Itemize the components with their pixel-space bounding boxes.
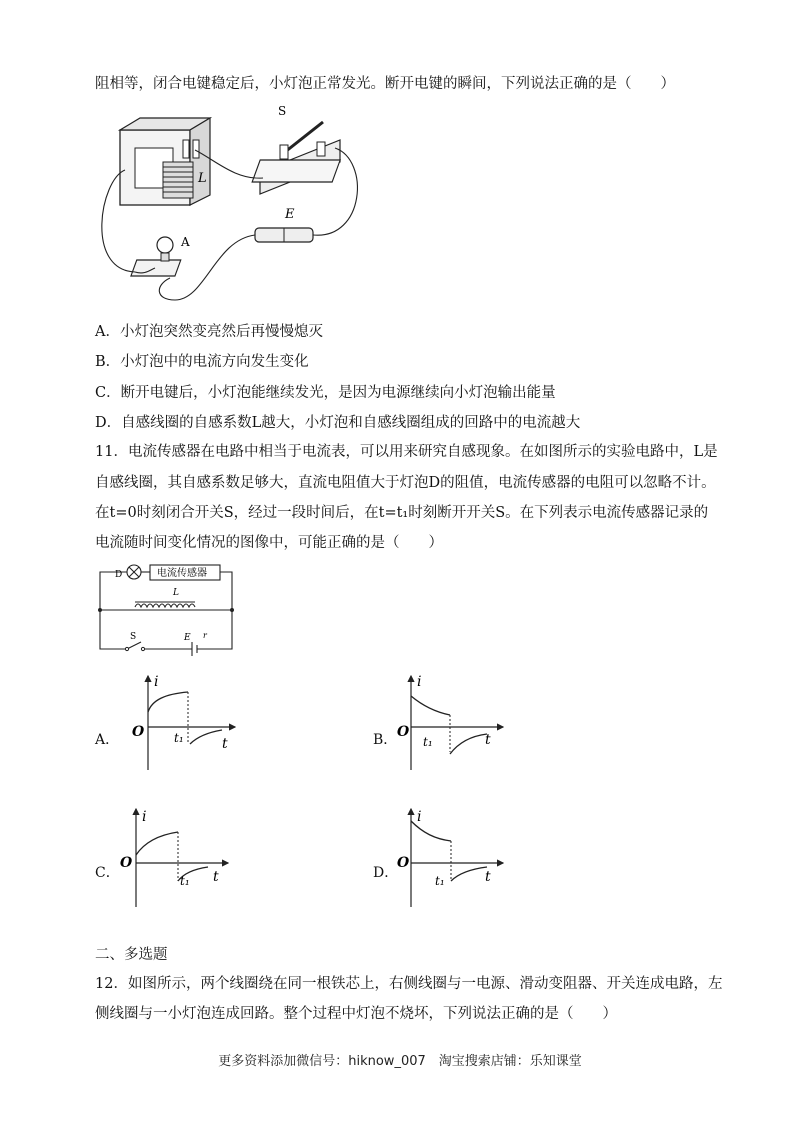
q11-graph-a-label: A．	[95, 732, 120, 748]
graph-b-axis-t: t	[485, 732, 491, 748]
q11-r-label: r	[203, 631, 207, 640]
graph-d-t1: t₁	[435, 874, 445, 888]
graph-b-axis-i: i	[417, 674, 422, 690]
page-footer: 更多资料添加微信号：hiknow_007 淘宝搜索店铺：乐知课堂	[218, 1054, 582, 1069]
graph-a-t1: t₁	[174, 731, 184, 745]
q10-option-a: A．小灯泡突然变亮然后再慢慢熄灭	[95, 324, 323, 340]
q12-stem-line-1: 12．如图所示，两个线圈绕在同一根铁芯上，右侧线圈与一电源、滑动变阻器、开关连成电路，左	[95, 976, 723, 992]
q11-graph-d	[395, 805, 515, 910]
section-title: 二、多选题	[95, 947, 168, 963]
q11-switch-label: S	[130, 632, 137, 642]
q10-coil-label: L	[198, 171, 207, 186]
q10-bulb-label: A	[181, 235, 190, 249]
graph-c-axis-i: i	[142, 809, 147, 825]
q11-graph-c	[118, 805, 238, 910]
graph-a-axis-i: i	[154, 674, 159, 690]
graph-d-origin: O	[397, 855, 410, 871]
q10-option-b: B．小灯泡中的电流方向发生变化	[95, 354, 309, 370]
q11-sensor-label: 电流传感器	[157, 568, 207, 579]
graph-a-origin: O	[132, 724, 145, 740]
graph-a-axis-t: t	[222, 736, 228, 752]
q10-option-c: C．断开电键后，小灯泡能继续发光，是因为电源继续向小灯泡输出能量	[95, 385, 556, 401]
graph-c-t1: t₁	[180, 874, 190, 888]
q11-lamp-label: D	[115, 570, 123, 580]
graph-d-axis-t: t	[485, 869, 491, 885]
q10-circuit-figure	[95, 100, 365, 315]
q10-switch-label: S	[278, 104, 287, 118]
q11-graph-b-label: B．	[373, 732, 398, 748]
q11-stem-line-2: 自感线圈，其自感系数足够大，直流电阻值大于灯泡D的阻值，电流传感器的电阻可以忽略不计。	[95, 475, 716, 491]
q11-coil-label: L	[173, 588, 179, 598]
q11-graph-d-label: D．	[373, 865, 399, 881]
q11-graph-c-label: C．	[95, 865, 120, 881]
q11-graph-b	[395, 672, 515, 772]
q11-stem-line-4: 电流随时间变化情况的图像中，可能正确的是（ ）	[95, 535, 443, 551]
graph-c-origin: O	[120, 855, 133, 871]
q11-circuit-diagram	[95, 562, 240, 657]
graph-b-t1: t₁	[423, 735, 433, 749]
graph-c-axis-t: t	[213, 869, 219, 885]
q10-stem: 阻相等，闭合电键稳定后，小灯泡正常发光。断开电键的瞬间，下列说法正确的是（ ）	[95, 76, 675, 92]
q10-battery-label: E	[285, 207, 295, 222]
q11-stem-line-1: 11．电流传感器在电路中相当于电流表，可以用来研究自感现象。在如图所示的实验电路中，L是	[95, 444, 718, 460]
q12-stem-line-2: 侧线圈与一小灯泡连成回路。整个过程中灯泡不烧坏，下列说法正确的是（ ）	[95, 1006, 617, 1022]
q11-emf-label: E	[184, 633, 191, 643]
q11-stem-line-3: 在t=0时刻闭合开关S，经过一段时间后，在t=t₁时刻断开开关S。在下列表示电流传感器记录的	[95, 505, 709, 521]
graph-d-axis-i: i	[417, 809, 422, 825]
graph-b-origin: O	[397, 724, 410, 740]
q11-graph-a	[130, 672, 240, 772]
q10-option-d: D．自感线圈的自感系数L越大，小灯泡和自感线圈组成的回路中的电流越大	[95, 415, 581, 431]
